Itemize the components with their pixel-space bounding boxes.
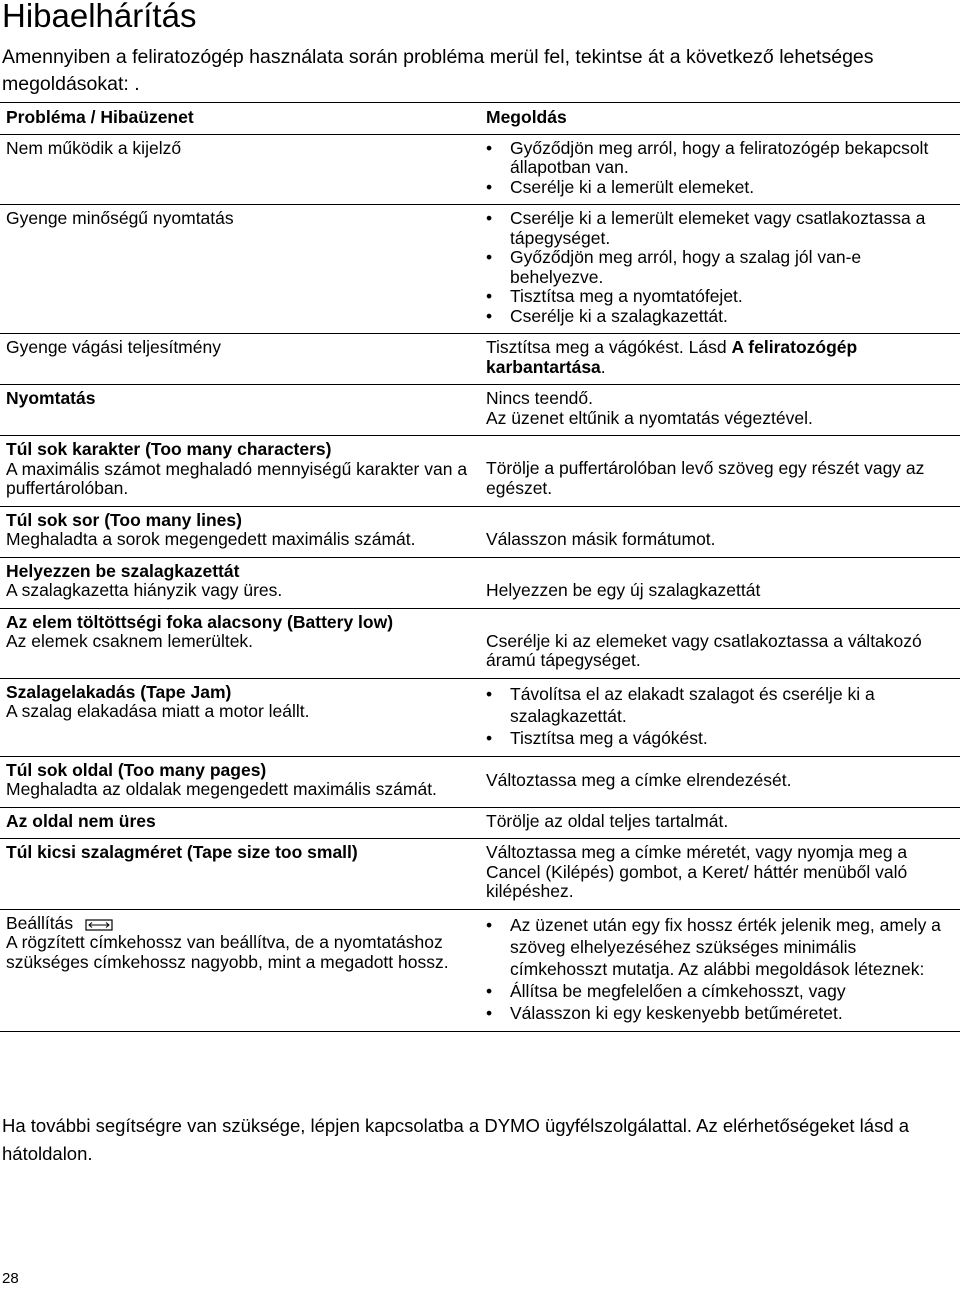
problem-text: Gyenge minőségű nyomtatás [6, 208, 234, 228]
solution-text: Helyezzen be egy új szalagkazettát [486, 579, 761, 600]
column-header-solution: Megoldás [480, 103, 960, 135]
solution-cell [480, 506, 960, 557]
table-row [0, 385, 960, 436]
solution-cell [480, 807, 960, 839]
problem-text: Az elemek csaknem lemerültek. [6, 631, 254, 651]
solution-list [486, 683, 954, 749]
problem-title: Túl sok oldal (Too many pages) [6, 759, 267, 780]
table-row [0, 807, 960, 839]
page-title: Hibaelhárítás [2, 0, 197, 34]
problem-title: Helyezzen be szalagkazettát [6, 560, 240, 581]
solution-cell [480, 839, 960, 910]
problem-label: Beállítás [6, 912, 74, 933]
problem-cell [0, 608, 480, 678]
problem-text: Meghaladta a sorok megengedett maximális számát. [6, 529, 416, 549]
solution-cell [480, 436, 960, 507]
list-item: • Cserélje ki a lemerült elemeket. [486, 178, 954, 198]
list-item: • Válasszon ki egy keskenyebb betűméretet. [486, 1002, 954, 1024]
column-header-problem: Probléma / Hibaüzenet [0, 103, 480, 135]
table-row [0, 909, 960, 1031]
problem-title: Az elem töltöttségi foka alacsony (Battery low) [6, 611, 394, 632]
table-row [0, 205, 960, 334]
table-row [0, 334, 960, 385]
solution-line: Az üzenet eltűnik a nyomtatás végeztével. [486, 407, 813, 428]
solution-cell [480, 385, 960, 436]
problem-text: A szalagkazetta hiányzik vagy üres. [6, 580, 283, 600]
problem-text: Nem működik a kijelző [6, 137, 182, 158]
list-item: • Győződjön meg arról, hogy a feliratozógép bekapcsolt állapotban van. [486, 139, 954, 178]
solution-cell [480, 909, 960, 1031]
problem-title: Túl sok karakter (Too many characters) [6, 439, 332, 459]
problem-text: A maximális számot meghaladó mennyiségű karakter van a puffertárolóban. [6, 458, 468, 498]
solution-cell [480, 678, 960, 756]
solution-cell [480, 756, 960, 807]
problem-cell [0, 385, 480, 436]
table-header-row [0, 103, 960, 135]
solution-text: Változtassa meg a címke elrendezését. [486, 769, 792, 790]
solution-text: Válasszon másik formátumot. [486, 528, 716, 549]
table-row [0, 608, 960, 678]
solution-cell [480, 134, 960, 205]
list-item: • Állítsa be megfelelően a címkehosszt, vagy [486, 980, 954, 1002]
solution-list [486, 914, 954, 1024]
problem-title: Túl sok sor (Too many lines) [6, 509, 242, 530]
troubleshooting-table [0, 102, 960, 1032]
maintenance-reference-link[interactable]: A feliratozógép karbantartása [486, 337, 858, 377]
problem-cell [0, 678, 480, 756]
list-item: • Távolítsa el az elakadt szalagot és cserélje ki a szalagkazettát. [486, 683, 954, 727]
solution-text: Tisztítsa meg a vágókést. Lásd [486, 337, 732, 357]
solution-line: Nincs teendő. [486, 388, 594, 408]
problem-title: Az oldal nem üres [6, 810, 156, 831]
problem-cell [0, 334, 480, 385]
problem-text: Meghaladta az oldalak megengedett maximális számát. [6, 779, 437, 799]
footer-note: Ha további segítségre van szüksége, lépjen kapcsolatba a DYMO ügyfélszolgálattal. Az elérhetőségeket lásd a hátoldalon. [2, 1115, 910, 1164]
list-item: • Cserélje ki a lemerült elemeket vagy csatlakoztassa a tápegységet. [486, 209, 954, 248]
problem-text: Gyenge vágási teljesítmény [6, 337, 221, 357]
problem-cell [0, 506, 480, 557]
solution-text-end: . [600, 356, 606, 377]
problem-cell [0, 436, 480, 507]
list-item: • Az üzenet után egy fix hossz érték jelenik meg, amely a szöveg elhelyezéséhez szükséges minimális címkehosszt mutatja. Az alábbi megoldások léteznek: [486, 914, 954, 980]
solution-list [486, 139, 954, 198]
fixed-length-icon [85, 916, 113, 928]
solution-text: Változtassa meg a címke méretét, vagy nyomja meg a Cancel (Kilépés) gombot, a Keret/ háttér menüből való kilépéshez. [486, 842, 908, 901]
problem-cell [0, 557, 480, 608]
table-row [0, 678, 960, 756]
problem-title: Nyomtatás [6, 388, 96, 408]
solution-text: Cserélje ki az elemeket vagy csatlakoztassa a váltakozó áramú tápegységet. [486, 630, 922, 670]
problem-cell [0, 205, 480, 334]
table-row [0, 557, 960, 608]
table-row [0, 506, 960, 557]
solution-text: Törölje az oldal teljes tartalmát. [486, 810, 729, 831]
problem-text: A szalag elakadása miatt a motor leállt. [6, 701, 310, 721]
solution-text: Törölje a puffertárolóban levő szöveg egy részét vagy az egészet. [486, 458, 925, 498]
intro-paragraph: Amennyiben a feliratozógép használata során probléma merül fel, tekintse át a következő lehetséges megoldásokat: . [2, 46, 874, 95]
problem-cell [0, 909, 480, 1031]
list-item: • Tisztítsa meg a vágókést. [486, 727, 954, 749]
problem-cell [0, 839, 480, 910]
solution-cell [480, 608, 960, 678]
solution-cell [480, 557, 960, 608]
problem-cell [0, 756, 480, 807]
solution-cell [480, 205, 960, 334]
problem-title: Túl kicsi szalagméret (Tape size too small) [6, 842, 358, 862]
problem-label-line [6, 914, 474, 934]
list-item: • Győződjön meg arról, hogy a szalag jól van-e behelyezve. [486, 248, 954, 287]
problem-cell [0, 134, 480, 205]
table-row [0, 436, 960, 507]
solution-list [486, 209, 954, 326]
problem-title: Szalagelakadás (Tape Jam) [6, 681, 232, 702]
problem-text: A rögzített címkehossz van beállítva, de a nyomtatáshoz szükséges címkehossz nagyobb, mint a megadott hossz. [6, 932, 449, 972]
table-row [0, 756, 960, 807]
page-number: 28 [2, 1270, 19, 1287]
table-row [0, 839, 960, 910]
solution-cell [480, 334, 960, 385]
list-item: • Tisztítsa meg a nyomtatófejet. [486, 287, 954, 307]
table-row [0, 134, 960, 205]
problem-cell [0, 807, 480, 839]
list-item: • Cserélje ki a szalagkazettát. [486, 307, 954, 327]
